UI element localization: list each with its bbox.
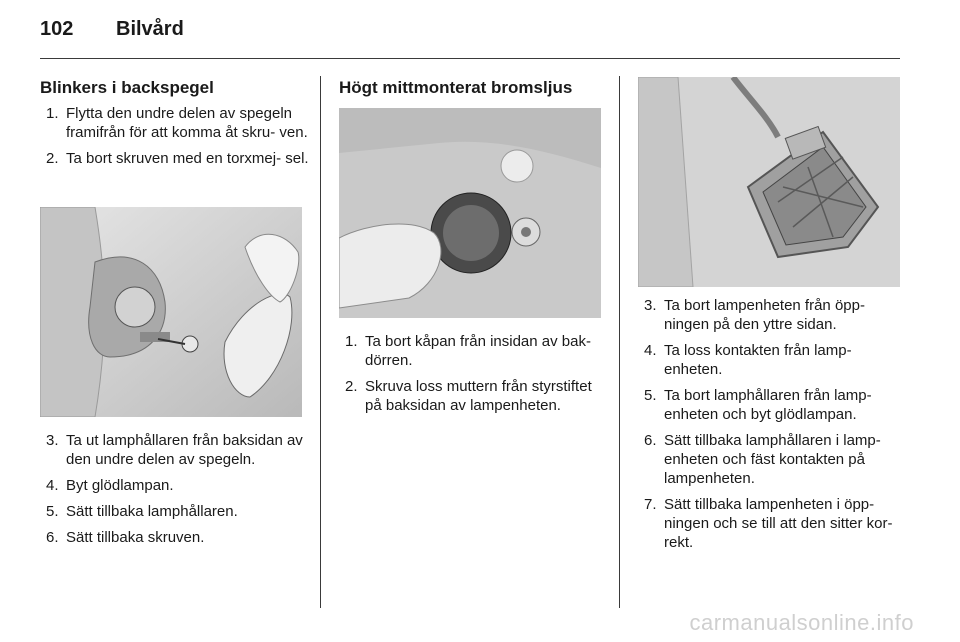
list-item: 5. Ta bort lamphållaren från lamp- enheten och byt glödlampan. xyxy=(644,387,872,423)
right-column xyxy=(638,296,900,559)
list-item: 2. Skruva loss muttern från styrstiftet på baksidan av lampenheten. xyxy=(345,378,592,414)
list-item: 1. Ta bort kåpan från insidan av bak- dörren. xyxy=(345,333,591,369)
section-heading-mirror-indicator: Blinkers i backspegel xyxy=(40,78,214,97)
left-column xyxy=(40,78,312,175)
steps-list-right xyxy=(638,296,900,552)
list-item: 3. Ta ut lamphållaren från baksidan av den undre delen av spegeln. xyxy=(46,432,303,468)
list-item: 4. Byt glödlampan. xyxy=(46,477,174,494)
page-number: 102 xyxy=(40,18,74,40)
watermark[interactable]: carmanualsonline.info xyxy=(689,610,914,635)
steps-list-top xyxy=(40,104,312,168)
brake-light-cover-photo xyxy=(339,108,601,318)
steps-list-bottom xyxy=(40,431,312,547)
middle-column-lower xyxy=(339,332,609,422)
list-item: 1. Flytta den undre delen av spegeln framifrån för att komma åt skru- ven. xyxy=(46,105,308,141)
section-heading-brake-light: Högt mittmonterat bromsljus xyxy=(339,78,573,97)
lamp-unit-photo xyxy=(638,77,900,287)
list-item: 2. Ta bort skruven med en torxmej- sel. xyxy=(46,150,309,167)
list-item: 3. Ta bort lampenheten från öpp- ningen på den yttre sidan. xyxy=(644,297,865,333)
column-divider-1 xyxy=(320,76,321,608)
header-rule xyxy=(40,58,900,59)
list-item: 6. Sätt tillbaka skruven. xyxy=(46,529,205,546)
list-item: 4. Ta loss kontakten från lamp- enheten. xyxy=(644,342,852,378)
list-item: 7. Sätt tillbaka lampenheten i öpp- ningen och se till att den sitter kor- rekt. xyxy=(644,496,893,551)
page-title: Bilvård xyxy=(116,18,184,40)
middle-column xyxy=(339,78,609,104)
mirror-bulb-photo xyxy=(40,207,302,417)
left-column-lower xyxy=(40,431,312,554)
list-item: 5. Sätt tillbaka lamphållaren. xyxy=(46,503,238,520)
steps-list-middle xyxy=(339,332,609,415)
list-item: 6. Sätt tillbaka lamphållaren i lamp- enheten och fäst kontakten på lampenheten. xyxy=(644,432,881,487)
column-divider-2 xyxy=(619,76,620,608)
